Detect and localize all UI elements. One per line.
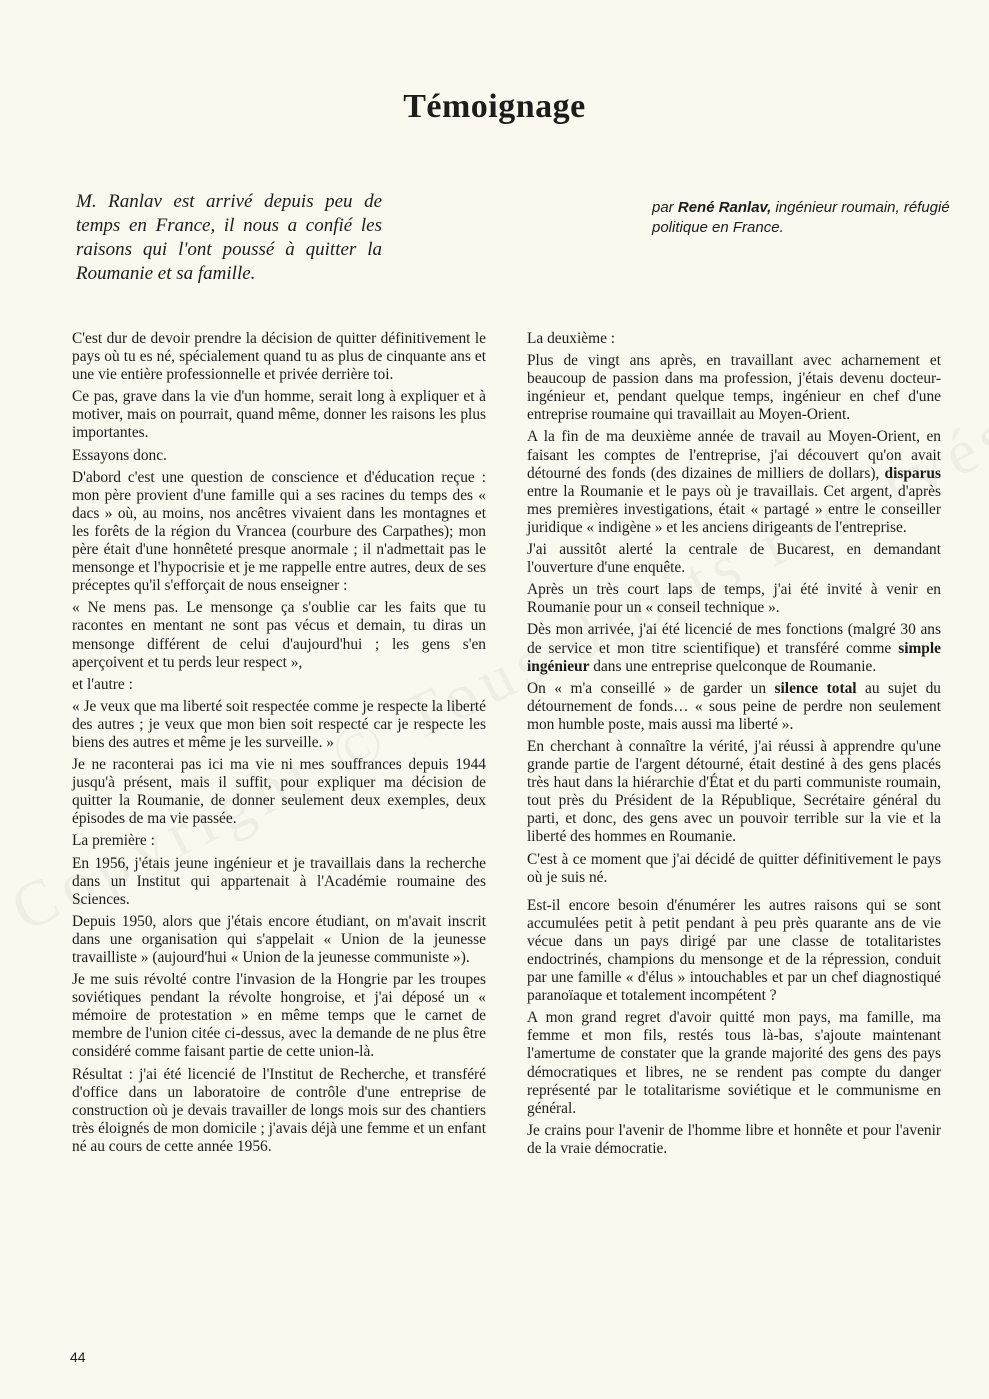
paragraph: En cherchant à connaître la vérité, j'ai réussi à apprendre qu'une grande partie de l'argent détourné, était destiné à des gens placés très haut dans la hiérarchie d'État et du parti communiste roumain, tout près du Président de la République, Secrétaire général du parti, et donc, des gens avec un pouvoir terrible sur la vie et la liberté des hommes en Roumanie. [527,737,941,846]
paragraph: D'abord c'est une question de conscience et d'éducation reçue : mon père provient d'une famille qui a ses racines du temps des « dacs » où, au moins, nos ancêtres vivaient dans les montagnes et les forêts de la région du Vrancea (courbure des Carpathes); mon père était d'une honnêteté presque anormale ; il n'admettait pas le mensonge et l'hypocrisie et je me rappelle entre autres, deux de ses préceptes qu'il s'efforçait de nous enseigner : [72,468,486,595]
left-column [72,330,486,1160]
paragraph: Ce pas, grave dans la vie d'un homme, serait long à expliquer et à motiver, mais on pourrait, quand même, donner les raisons les plus importantes. [72,388,486,442]
text-run: Dès mon arrivée, j'ai été licencié de mes fonctions (malgré 30 ans de service et mon titre scientifique) et transféré comme [527,621,941,657]
paragraph: J'ai aussitôt alerté la centrale de Bucarest, en demandant l'ouverture d'une enquête. [527,541,941,577]
text-run: dans une entreprise quelconque de Roumanie. [593,657,877,675]
paragraph: En 1956, j'étais jeune ingénieur et je travaillais dans la recherche dans un Institut qui appartenait à l'Académie roumaine des Sciences. [72,854,486,908]
page-number: 44 [70,1349,86,1365]
text-run: au sujet du détournement de fonds… « sous peine de perdre non seulement mon humble poste, mais aussi ma liberté ». [527,679,941,733]
emphasis: disparus [884,464,941,482]
right-column [527,330,941,1162]
paragraph: Essayons donc. [72,446,167,464]
paragraph: Je me suis révolté contre l'invasion de la Hongrie par les troupes soviétiques pendant la révolte hongroise, et j'ai déposé un « mémoire de protestation » en même temps que le carnet de membre de l'union citée ci-dessus, avec la demande de ne plus être considéré comme faisant partie de cette union-là. [72,971,486,1061]
text-run: On « m'a conseillé » de garder un [527,679,767,697]
byline-author: René Ranlav, [677,199,772,216]
paragraph: La première : [72,832,155,850]
paragraph: La deuxième : [527,330,616,347]
text-run: A la fin de ma deuxième année de travail au Moyen-Orient, en faisant les comptes de l'entreprise, j'ai découvert qu'on avait détourné des fonds (des dizaines de milliers de dollars), [527,428,941,482]
emphasis: simple ingénieur [527,639,941,675]
emphasis: silence total [774,679,857,697]
byline-role: ingénieur roumain, réfugié politique en France. [652,199,950,236]
byline [652,198,952,238]
paragraph [527,428,941,537]
paragraph: C'est dur de devoir prendre la décision de quitter définitivement le pays où tu es né, spécialement quand tu as plus de cinquante ans et une vie entière professionnelle et privée derrière toi. [72,330,486,384]
paragraph: Après un très court laps de temps, j'ai été invité à venir en Roumanie pour un « conseil technique ». [527,581,941,617]
page-title: Témoignage [403,88,586,125]
paragraph [527,680,941,734]
paragraph: Résultat : j'ai été licencié de l'Institut de Recherche, et transféré d'office dans un laboratoire de contrôle d'une entreprise de construction où je devais travailler de longs mois sur des chantiers très éloignés de mon domicile ; j'avais déjà une femme et un enfant né au cours de cette année 1956. [72,1065,486,1155]
paragraph: « Ne mens pas. Le mensonge ça s'oublie car les faits que tu racontes en mentant ne sont pas vécus et demain, tu diras un mensonge différent de celui d'aujourd'hui ; les gens s'en aperçoivent et tu perds leur respect », [72,599,486,671]
intro-text: M. Ranlav est arrivé depuis peu de temps en France, il nous a confié les raisons qui l'ont poussé à quitter la Roumanie et sa famille. [76,191,382,284]
paragraph: et l'autre : [72,675,133,693]
paragraph: Plus de vingt ans après, en travaillant avec acharnement et beaucoup de passion dans ma profession, j'étais devenu docteur-ingénieur et, pendant quelque temps, ingénieur en chef d'une entreprise roumaine qui travaillait au Moyen-Orient. [527,352,941,424]
paragraph: Je crains pour l'avenir de l'homme libre et honnête et pour l'avenir de la vraie démocratie. [527,1121,941,1157]
paragraph: « Je veux que ma liberté soit respectée comme je respecte la liberté des autres ; je veux que mon bien soit respecté car je respecte les biens des autres et même je les surveille. » [72,697,486,751]
paragraph: A mon grand regret d'avoir quitté mon pays, ma famille, ma femme et mon fils, restés tous là-bas, s'ajoute maintenant l'amertume de constater que la grande majorité des gens des pays démocratiques et libres, ne se rendent pas compte du danger représenté par le totalitarisme soviétique et le communisme en général. [527,1009,941,1117]
paragraph [527,621,941,675]
paragraph: C'est à ce moment que j'ai décidé de quitter définitivement le pays où je suis né. [527,850,941,886]
text-run: entre la Roumanie et le pays où je travaillais. Cet argent, d'après mes premières investigations, était « partagé » entre le conseiller juridique « indigène » et les anciens dirigeants de l'entreprise. [527,482,941,536]
paragraph: Depuis 1950, alors que j'étais encore étudiant, on m'avait inscrit dans une organisation qui s'appelait « Union de la jeunesse travailliste » (aujourd'hui « Union de la jeunesse communiste »). [72,912,486,966]
paragraph: Je ne raconterai pas ici ma vie ni mes souffrances depuis 1944 jusqu'à présent, mais il suffit, pour expliquer ma décision de quitter la Roumanie, de donner seulement deux exemples, deux épisodes de ma vie passée. [72,756,486,828]
paragraph: Est-il encore besoin d'énumérer les autres raisons qui se sont accumulées petit à petit pendant à peu près quarante ans de vie vécue dans un pays dirigé par une classe de totalitaristes endoctrinés, champions du mensonge et de la répression, conduit par une famille « d'élus » intouchables et par un chef diagnostiqué paranoïaque et totalement incompétent ? [527,896,941,1005]
byline-prefix: par [652,199,674,216]
